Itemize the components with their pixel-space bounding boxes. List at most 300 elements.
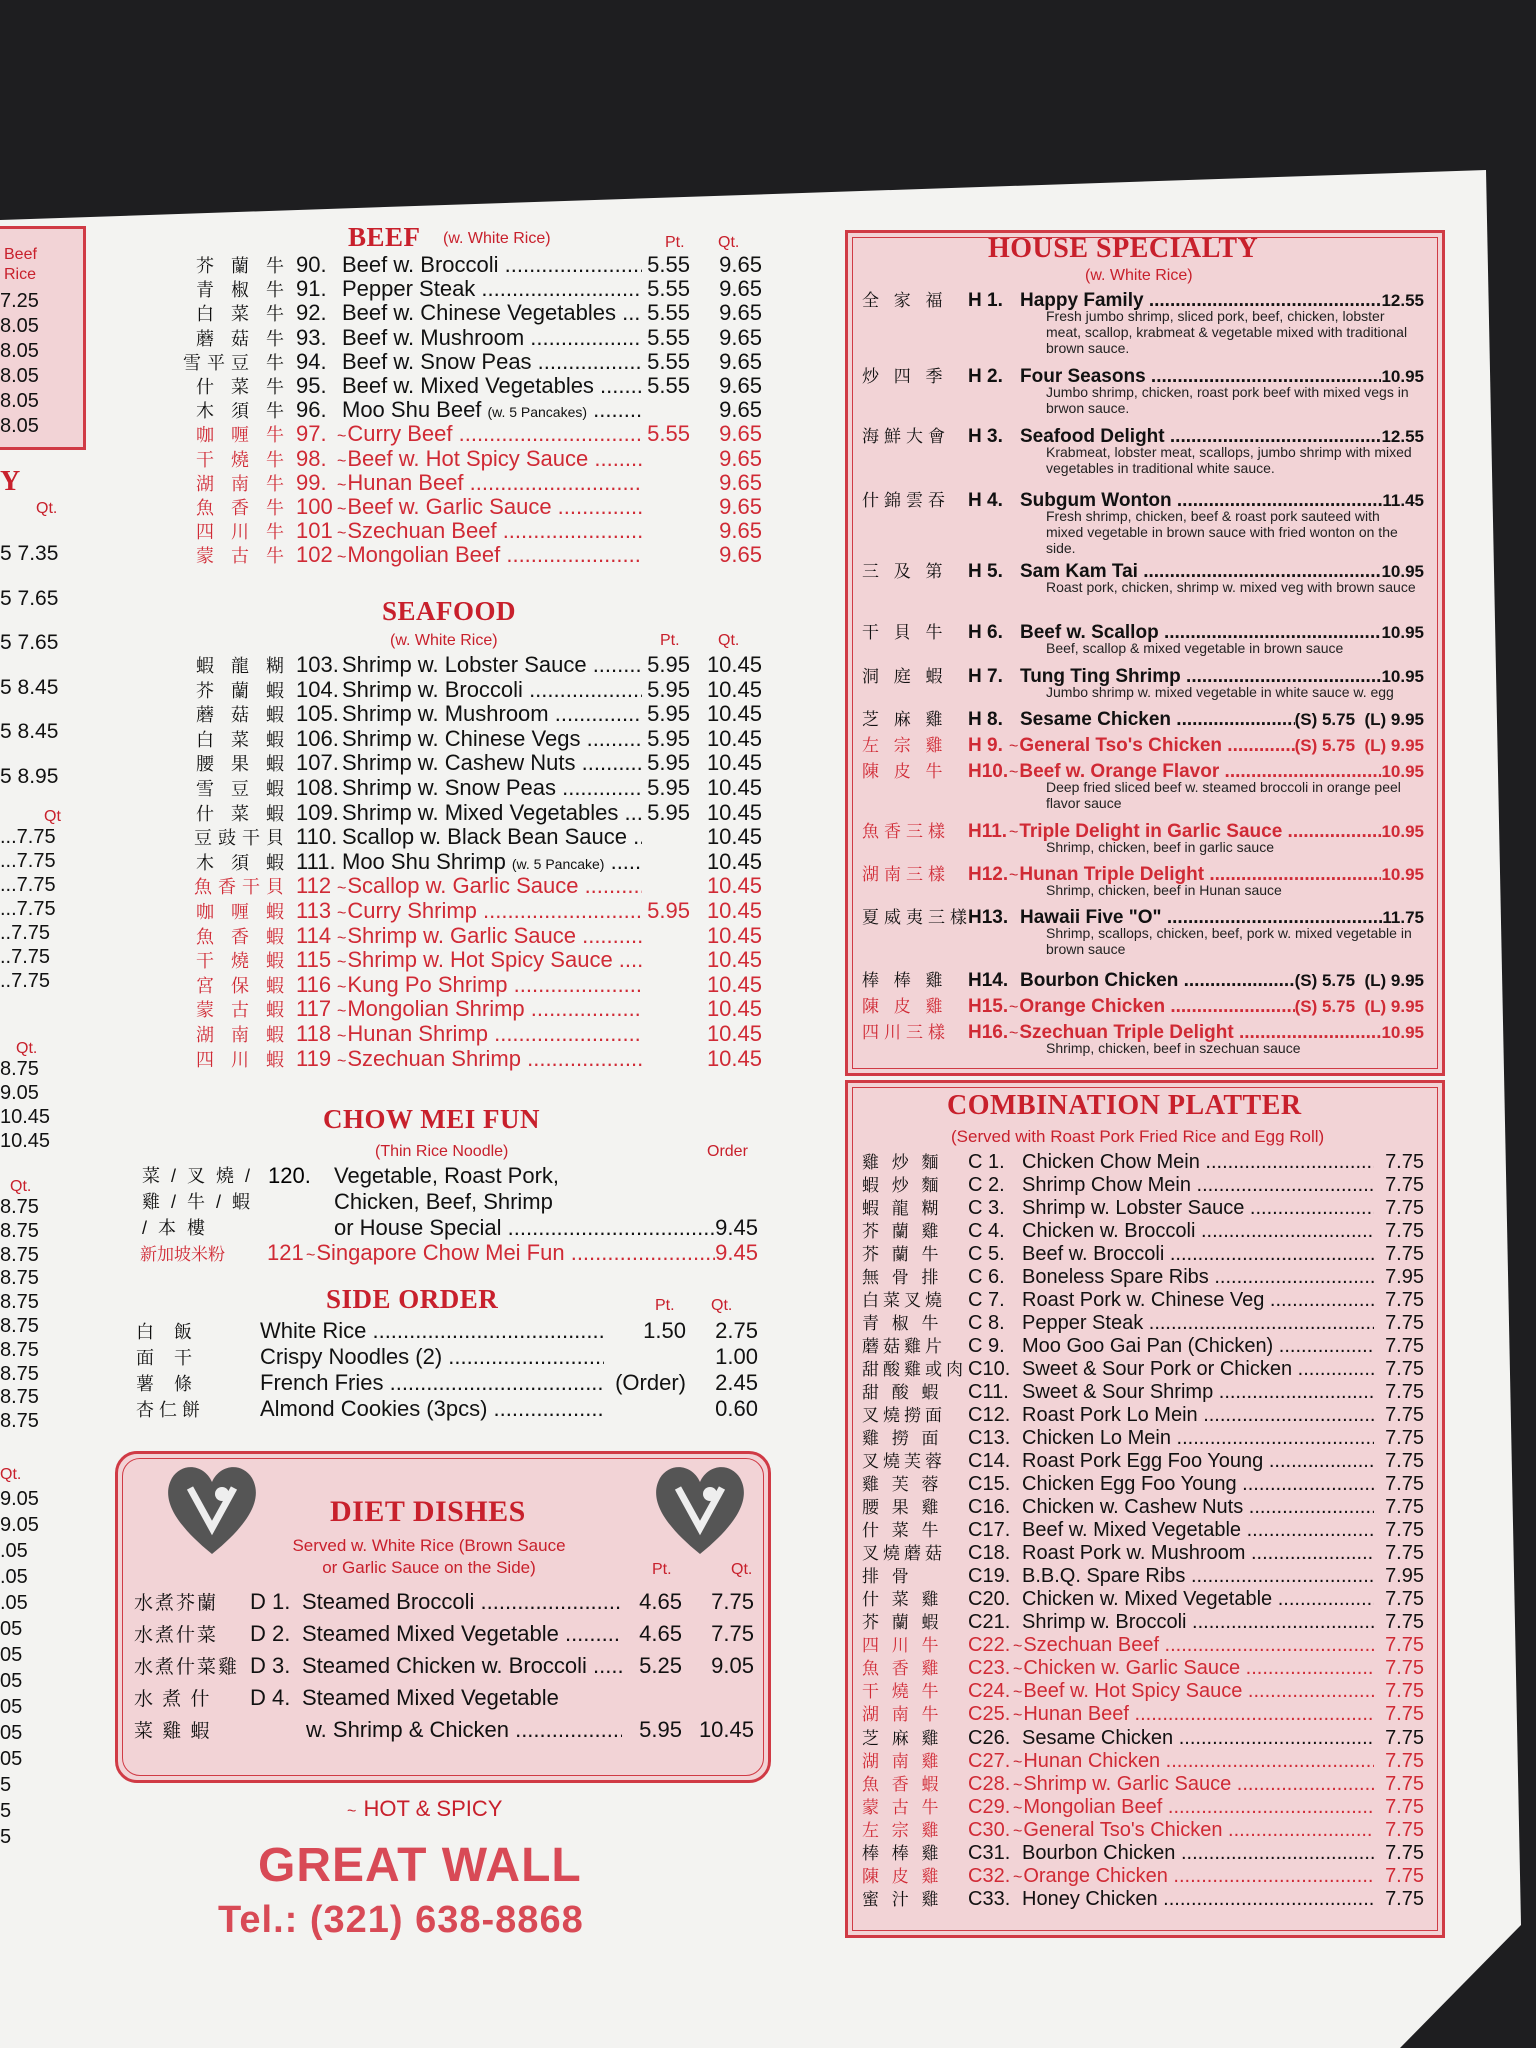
- item-name: [342, 775, 642, 801]
- item-price: 7.75: [1385, 1289, 1424, 1312]
- item-price: 7.75: [1385, 1496, 1424, 1519]
- item-chinese-name: 水煮什菜: [134, 1625, 219, 1646]
- seafood-col-qt: Qt.: [718, 632, 740, 649]
- item-number: 98.: [296, 445, 327, 471]
- item-name: Boneless Spare Ribs .....: [1022, 1266, 1374, 1289]
- house-item-row: [862, 1018, 1424, 1042]
- chow-mei-fun-title: CHOW MEI FUN: [323, 1104, 541, 1134]
- chili-icon: ~: [1013, 1661, 1023, 1679]
- item-chinese-name: 湖 南 雞: [862, 1751, 943, 1771]
- item-name: Bourbon Chicken .....: [1020, 970, 1295, 992]
- item-quart-price: 0.60: [715, 1396, 758, 1421]
- left-price: ...7.75: [0, 850, 56, 872]
- item-chinese-name: 蒙 古 牛: [862, 1797, 943, 1817]
- menu-item-row: [140, 775, 762, 799]
- item-quart-price: 9.65: [719, 469, 762, 495]
- item-quart-price: 9.05: [711, 1653, 754, 1678]
- combo-item-row: [862, 1263, 1424, 1289]
- item-price: (S) 5.75 (L) 9.95: [1294, 997, 1424, 1016]
- item-description: Fresh jumbo shrimp, sliced pork, beef, chicken, lobster meat, scallop, krabmeat & vegetable mixed with traditional brown sauce.: [1046, 308, 1408, 356]
- left-price: 5: [0, 1826, 12, 1848]
- item-chinese-name: 青 椒 牛: [862, 1314, 943, 1334]
- item-chinese-name: 菜 雞 蝦: [134, 1721, 212, 1742]
- item-name: [342, 726, 642, 752]
- item-quart-price: 9.65: [719, 445, 762, 471]
- item-number: 105.: [296, 701, 339, 727]
- item-quart-price: 10.45: [706, 947, 762, 973]
- item-name: Hunan Chicken .....: [1023, 1750, 1374, 1773]
- item-quart-price: 9.65: [719, 518, 762, 544]
- diet-item-row: [134, 1716, 754, 1740]
- item-description: Jumbo shrimp, chicken, roast pork beef with mixed vegs in brwon sauce.: [1046, 384, 1409, 416]
- item-name: [342, 701, 642, 727]
- item-price: 7.95: [1385, 1565, 1424, 1588]
- item-quart-price: 7.75: [711, 1589, 754, 1614]
- item-number: 93.: [296, 324, 327, 350]
- subtitle-line: Served w. White Rice (Brown Sauce: [292, 1536, 566, 1555]
- left-price: 05: [0, 1696, 23, 1718]
- item-name-text: Beef w. Snow Peas: [342, 348, 532, 374]
- item-chinese-name: 三 及 第: [862, 562, 948, 581]
- left-price: 8.75: [0, 1243, 39, 1266]
- item-chinese-name: 四 川 牛: [195, 522, 290, 543]
- left-price: 8.75: [0, 1058, 39, 1080]
- chili-icon: ~: [337, 1028, 347, 1045]
- left-price: 5 8.95: [0, 764, 59, 788]
- item-chinese-name: 什 菜 雞: [862, 1590, 943, 1610]
- left-price: 8.75: [0, 1291, 39, 1314]
- item-price: 7.75: [1385, 1749, 1424, 1772]
- chili-icon: ~: [1013, 1707, 1023, 1725]
- item-name: [342, 349, 642, 375]
- item-name-text: Beef w. Mixed Vegetables: [342, 373, 594, 398]
- item-code: C25.: [968, 1703, 1011, 1726]
- house-specialty-title: HOUSE SPECIALTY: [988, 233, 1259, 264]
- item-pint-price: 5.55: [647, 373, 690, 398]
- item-quart-price: 7.75: [711, 1621, 754, 1646]
- item-name: [347, 972, 642, 998]
- qt-label: Qt: [44, 808, 61, 825]
- item-number: 91.: [296, 276, 327, 302]
- item-name: [347, 421, 642, 447]
- item-chinese-name: 芥 蘭 蝦: [195, 680, 290, 701]
- item-name: Beef w. Mixed Vegetable .....: [1022, 1519, 1374, 1542]
- item-name-text: Curry Beef: [347, 421, 453, 447]
- house-item-row: [862, 705, 1424, 729]
- item-code: C22.: [968, 1634, 1011, 1657]
- item-price: 7.75: [1385, 1404, 1424, 1427]
- combo-item-row: [862, 1608, 1424, 1634]
- item-number: 119: [296, 1045, 332, 1071]
- item-chinese-name: 陳 皮 雞: [862, 1866, 943, 1886]
- side-order-row: [136, 1318, 758, 1342]
- item-price: 7.95: [1385, 1266, 1424, 1289]
- menu-item-row: [140, 349, 762, 373]
- special-cn: 新加坡米粉: [140, 1245, 225, 1264]
- combo-item-row: [862, 1286, 1424, 1312]
- item-name: [342, 652, 642, 678]
- item-pint-price: (Order): [615, 1370, 686, 1395]
- name-line: Chicken, Beef, Shrimp: [334, 1189, 553, 1214]
- diet-dishes-subtitle: [279, 1535, 579, 1579]
- menu-item-row: [140, 1046, 762, 1070]
- item-name-text: Scallop w. Garlic Sauce: [347, 873, 579, 899]
- house-item-row: [862, 422, 1424, 446]
- menu-item-row: [140, 947, 762, 971]
- item-price: 7.75: [1385, 1887, 1424, 1910]
- item-quart-price: 10.45: [706, 701, 762, 727]
- item-price: 7.75: [1385, 1243, 1424, 1266]
- menu-item-row: [140, 750, 762, 774]
- item-quart-price: 10.45: [706, 824, 762, 850]
- item-price: 7.75: [1385, 1473, 1424, 1496]
- item-name: [342, 325, 642, 351]
- item-name: [347, 470, 642, 496]
- item-number: 95.: [296, 373, 327, 398]
- item-pint-price: 5.95: [639, 1717, 682, 1742]
- item-description: Beef, scallop & mixed vegetable in brown sauce: [1046, 640, 1344, 656]
- item-name: [342, 276, 642, 302]
- item-chinese-name: 白菜叉燒: [862, 1291, 946, 1311]
- chow-mei-fun-names: [334, 1163, 758, 1241]
- combo-item-row: [862, 1747, 1424, 1772]
- item-name: Sesame Chicken .....: [1020, 709, 1295, 731]
- item-number: 97.: [296, 421, 327, 447]
- item-number: 115: [296, 947, 332, 973]
- item-chinese-name: 木 須 牛: [195, 401, 290, 422]
- item-price: 7.75: [1385, 1772, 1424, 1795]
- menu-item-row: [140, 252, 762, 276]
- item-quart-price: 9.65: [719, 324, 762, 350]
- item-name: Chicken Egg Foo Young .....: [1022, 1473, 1374, 1496]
- item-code: C 9.: [968, 1335, 1005, 1358]
- left-price: 8.75: [0, 1267, 39, 1290]
- left-price: ..7.75: [0, 970, 51, 992]
- item-name: Chicken Lo Mein .....: [1022, 1427, 1374, 1450]
- item-name: Shrimp w. Broccoli .....: [1022, 1611, 1374, 1634]
- item-price: 7.75: [1385, 1818, 1424, 1841]
- left-price: 10.45: [0, 1130, 51, 1152]
- item-chinese-name: 全 家 福: [862, 291, 948, 310]
- item-price: 7.75: [1385, 1312, 1424, 1335]
- item-price: (S) 5.75 (L) 9.95: [1294, 736, 1424, 755]
- left-price: 8.75: [0, 1219, 39, 1242]
- left-price: 8.75: [0, 1386, 39, 1409]
- qt-label: Qt.: [10, 1178, 32, 1195]
- chili-icon: ~: [1013, 1776, 1023, 1794]
- item-name: Steamed Chicken w. Broccoli .....: [302, 1653, 622, 1679]
- item-price: 10.95: [1381, 667, 1424, 686]
- item-price: 7.75: [1385, 1450, 1424, 1473]
- menu-item-row: [140, 1021, 762, 1045]
- item-quart-price: 9.65: [719, 276, 762, 302]
- item-note: (w. 5 Pancakes): [487, 404, 588, 421]
- item-quart-price: 1.00: [715, 1344, 758, 1369]
- item-name: Mongolian Beef .....: [1023, 1796, 1374, 1819]
- chili-icon: ~: [337, 978, 347, 996]
- item-price: 7.75: [1385, 1427, 1424, 1450]
- chili-icon: ~: [1009, 1025, 1019, 1042]
- item-name: [347, 1021, 642, 1047]
- menu-item-row: [140, 972, 762, 996]
- item-chinese-name: 芥 蘭 雞: [862, 1222, 943, 1242]
- item-name: [342, 849, 642, 875]
- item-code: C32.: [968, 1864, 1011, 1887]
- item-price: 12.55: [1381, 427, 1424, 446]
- chili-icon: ~: [337, 1003, 347, 1021]
- item-name: Roast Pork Lo Mein .....: [1022, 1404, 1374, 1427]
- left-price: ..7.75: [0, 922, 51, 944]
- combo-item-row: [862, 1240, 1424, 1266]
- item-code: C20.: [968, 1588, 1011, 1611]
- house-item-row: [862, 860, 1424, 884]
- menu-item-row: [140, 996, 762, 1020]
- item-name-text: Curry Shrimp: [347, 898, 477, 923]
- item-price: 10.95: [1381, 865, 1424, 884]
- item-price: 7.75: [1385, 1197, 1424, 1220]
- left-price: 5 8.45: [0, 720, 59, 743]
- item-code: H12.: [968, 864, 1009, 885]
- left-price: 5 8.45: [0, 675, 59, 699]
- item-code: H16.: [968, 1022, 1009, 1043]
- item-description: Roast pork, chicken, shrimp w. mixed veg with brown sauce: [1046, 579, 1416, 595]
- item-chinese-name: 湖南三樣: [862, 865, 950, 884]
- menu-item-row: [140, 849, 762, 873]
- item-pint-price: 5.95: [647, 750, 690, 776]
- chili-icon: ~: [337, 954, 347, 972]
- item-code: C21.: [968, 1611, 1011, 1634]
- seafood-title: SEAFOOD: [382, 596, 517, 626]
- item-description: Krabmeat, lobster meat, scallops, jumbo shrimp with mixed vegetables in traditional white sauce.: [1046, 444, 1412, 476]
- item-name-text: Hunan Beef: [347, 469, 464, 495]
- beef-title: BEEF: [348, 222, 421, 252]
- item-chinese-name: 薯 條: [136, 1374, 193, 1394]
- item-code: C 6.: [968, 1266, 1005, 1289]
- item-number: 118: [296, 1021, 332, 1046]
- house-item-row: [862, 966, 1424, 990]
- combination-platter-title: COMBINATION PLATTER: [947, 1090, 1302, 1121]
- house-item-row: [862, 362, 1424, 386]
- menu-item-row: [140, 898, 762, 922]
- chow-mei-fun-col-order: Order: [707, 1143, 748, 1160]
- item-code: D 4.: [250, 1685, 291, 1710]
- beef-subtitle: (w. White Rice): [443, 230, 551, 247]
- left-price: ...7.75: [0, 898, 56, 920]
- item-code: C 5.: [968, 1243, 1005, 1266]
- item-chinese-name: 湖 南 蝦: [195, 1025, 290, 1045]
- item-chinese-name: 魚 香 雞: [862, 1659, 943, 1679]
- item-chinese-name: 蒙 古 牛: [195, 546, 290, 567]
- item-chinese-name: 排 骨: [862, 1567, 913, 1587]
- left-price: 05: [0, 1670, 23, 1692]
- combo-item-row: [862, 1493, 1424, 1519]
- seafood-subtitle: (w. White Rice): [390, 632, 498, 649]
- item-chinese-name: 白 飯: [136, 1322, 193, 1342]
- heart-logo-icon: [160, 1458, 264, 1560]
- item-quart-price: 9.65: [719, 542, 762, 568]
- item-price: 7.75: [1385, 1864, 1424, 1887]
- section-letter: Y: [0, 466, 21, 497]
- item-name: Beef w. Scallop .....: [1020, 622, 1381, 644]
- item-pint-price: 5.55: [647, 300, 690, 326]
- item-price: 10.95: [1381, 1023, 1424, 1042]
- item-price: 10.95: [1381, 367, 1424, 386]
- menu-item-row: [140, 325, 762, 349]
- item-chinese-name: 魚 香 牛: [195, 498, 290, 518]
- item-name: [347, 446, 642, 472]
- item-name-text: Hunan Shrimp: [347, 1021, 488, 1046]
- item-code: C14.: [968, 1450, 1011, 1473]
- item-chinese-name: 雞 芙 蓉: [862, 1475, 943, 1495]
- item-code: C 8.: [968, 1312, 1005, 1335]
- left-price: 05: [0, 1722, 23, 1744]
- item-price: 7.75: [1385, 1358, 1424, 1381]
- combo-item-row: [862, 1839, 1424, 1864]
- item-name: Hawaii Five "O" .....: [1020, 907, 1382, 929]
- item-chinese-name: 宮 保 蝦: [195, 975, 290, 996]
- diet-col-pt: Pt.: [652, 1561, 672, 1578]
- item-chinese-name: 咖 喱 牛: [195, 425, 290, 446]
- menu-item-row: [140, 494, 762, 518]
- item-number: 117: [296, 996, 332, 1022]
- item-code: H11.: [968, 821, 1008, 842]
- cn-line: / 本 樓: [142, 1218, 209, 1238]
- item-chinese-name: 干 燒 牛: [195, 449, 290, 470]
- item-quart-price: 10.45: [706, 873, 762, 899]
- item-number: 107.: [296, 750, 339, 776]
- item-description: Shrimp, chicken, beef in garlic sauce: [1046, 839, 1274, 855]
- item-code: C 3.: [968, 1197, 1005, 1220]
- menu-item-row: [140, 542, 762, 566]
- item-chinese-name: 魚 香 蝦: [862, 1774, 943, 1794]
- item-name: Crispy Noodles (2) .....: [260, 1344, 604, 1370]
- item-name: Szechuan Beef .....: [1023, 1634, 1374, 1657]
- item-name: [347, 996, 642, 1022]
- menu-item-row: [140, 470, 762, 494]
- item-name: Beef w. Hot Spicy Sauce .....: [1023, 1680, 1374, 1703]
- item-chinese-name: 木 須 蝦: [195, 852, 290, 873]
- house-item-row: [862, 992, 1424, 1016]
- left-price: 8.75: [0, 1410, 39, 1433]
- item-quart-price: 9.65: [719, 300, 762, 326]
- combo-item-row: [862, 1171, 1424, 1197]
- special-number: 121: [267, 1240, 304, 1265]
- item-chinese-name: 雞 撈 面: [862, 1429, 943, 1449]
- item-code: C27.: [968, 1749, 1011, 1772]
- combo-item-row: [862, 1516, 1424, 1542]
- item-quart-price: 10.45: [698, 1717, 754, 1742]
- item-name: Orange Chicken .....: [1023, 1865, 1374, 1888]
- item-code: H10.: [968, 761, 1009, 782]
- item-quart-price: 10.45: [706, 775, 762, 800]
- chili-icon: ~: [337, 905, 347, 922]
- menu-item-row: [140, 923, 762, 947]
- item-name: General Tso's Chicken .....: [1023, 1819, 1374, 1842]
- item-name: Sam Kam Tai .....: [1020, 561, 1381, 583]
- item-number: 99.: [296, 469, 327, 495]
- combo-item-row: [862, 1793, 1424, 1818]
- item-chinese-name: 什 菜 牛: [195, 377, 290, 397]
- item-code: C 2.: [968, 1174, 1005, 1197]
- item-chinese-name: 水煮芥蘭: [134, 1593, 219, 1614]
- item-name-text: Scallop w. Black Bean Sauce: [342, 824, 627, 850]
- item-name: Shrimp w. Lobster Sauce .....: [1022, 1197, 1374, 1220]
- hot-spicy-label: HOT & SPICY: [363, 1796, 503, 1821]
- house-item-row: [862, 757, 1424, 781]
- item-code: C33.: [968, 1887, 1011, 1910]
- item-code: C15.: [968, 1473, 1011, 1496]
- chili-icon: ~: [306, 1247, 316, 1264]
- left-price: ..7.75: [0, 946, 51, 968]
- item-name: [347, 923, 642, 949]
- item-description: Shrimp, scallops, chicken, beef, pork w. mixed vegetable in brown sauce: [1046, 925, 1412, 957]
- item-code: C 1.: [968, 1151, 1005, 1173]
- item-code: C26.: [968, 1726, 1011, 1749]
- beef-col-qt: Qt.: [718, 234, 740, 251]
- item-code: H 1.: [968, 290, 1003, 311]
- item-pint-price: 5.95: [647, 775, 690, 800]
- item-price: 7.75: [1385, 1726, 1424, 1749]
- left-price: 8.75: [0, 1362, 39, 1385]
- item-chinese-name: 魚 香 蝦: [195, 926, 290, 947]
- item-name-text: Shrimp w. Broccoli: [342, 676, 523, 702]
- item-quart-price: 10.45: [706, 898, 762, 923]
- item-chinese-name: 干 燒 牛: [862, 1682, 943, 1702]
- item-code: H 6.: [968, 622, 1003, 643]
- house-item-row: [862, 817, 1424, 841]
- item-name: Roast Pork w. Mushroom .....: [1022, 1542, 1374, 1565]
- item-chinese-name: 湖 南 牛: [862, 1705, 943, 1725]
- item-price: 7.75: [1385, 1588, 1424, 1611]
- item-name: [347, 873, 642, 899]
- item-pint-price: 5.95: [647, 725, 690, 751]
- item-name: [342, 300, 642, 326]
- item-chinese-name: 蝦 龍 糊: [195, 656, 290, 676]
- item-name-text: Beef w. Broccoli: [342, 252, 499, 277]
- item-chinese-name: 芝 麻 雞: [862, 1728, 943, 1748]
- left-price: 5 7.65: [0, 631, 59, 654]
- item-price: 7.75: [1385, 1795, 1424, 1818]
- item-name-text: Mongolian Beef: [347, 542, 501, 568]
- menu-item-row: [140, 276, 762, 300]
- item-quart-price: 10.45: [706, 1021, 762, 1046]
- item-name: [347, 518, 642, 544]
- combo-item-row: [862, 1585, 1424, 1611]
- item-name-text: Shrimp w. Hot Spicy Sauce: [347, 947, 613, 973]
- item-name-text: Shrimp w. Garlic Sauce: [347, 922, 576, 948]
- menu-item-row: [140, 373, 762, 397]
- name-line: Vegetable, Roast Pork,: [334, 1163, 560, 1188]
- left-price: 8.05: [0, 365, 39, 387]
- item-number: 108.: [296, 775, 339, 800]
- diet-col-qt: Qt.: [731, 1561, 753, 1578]
- chili-icon: ~: [337, 1052, 347, 1070]
- item-name: Pepper Steak .....: [1022, 1312, 1374, 1335]
- item-pint-price: 5.55: [647, 252, 690, 277]
- item-chinese-name: 湖 南 牛: [195, 473, 290, 494]
- item-price: 7.75: [1385, 1611, 1424, 1634]
- item-name: [342, 373, 642, 399]
- item-chinese-name: 蘑 菇 牛: [195, 328, 290, 349]
- qt-label: Qt.: [0, 1466, 22, 1483]
- combo-item-row: [862, 1562, 1424, 1588]
- item-name: Hunan Beef .....: [1023, 1703, 1374, 1726]
- item-code: C19.: [968, 1565, 1011, 1588]
- item-name: Sesame Chicken .....: [1022, 1727, 1374, 1750]
- item-number: 90.: [296, 252, 327, 277]
- item-chinese-name: 魚香三樣: [862, 822, 950, 841]
- chili-icon: ~: [1013, 1822, 1023, 1840]
